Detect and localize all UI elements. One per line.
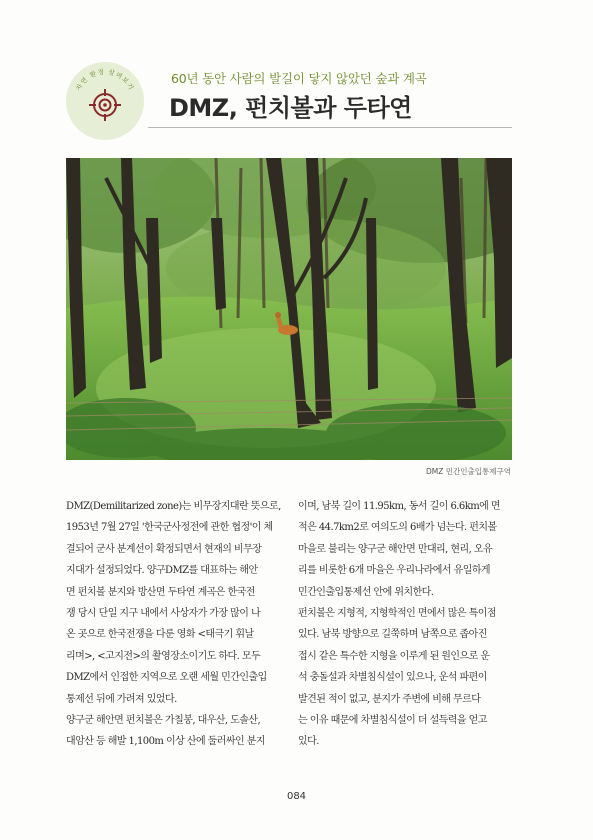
text-line: 적은 44.7km2로 여의도의 6배가 넘는다. 펀치볼	[298, 522, 497, 534]
text-line: 접시 같은 특수한 지형을 이루게 된 원인으로 운	[298, 650, 490, 662]
page-subtitle: 60년 동안 사람의 발길이 닿지 않았던 숲과 계곡	[171, 71, 427, 86]
text-line: 마을로 불리는 양구군 해안면 만대리, 현리, 오유	[298, 543, 493, 555]
svg-text:자연 환경 살펴보기	[74, 67, 137, 92]
text-line: 리며>, <고지전>의 촬영장소이기도 하다. 모두	[66, 650, 261, 662]
text-line: 쟁 당시 단일 지구 내에서 사상자가 가장 많이 나	[66, 608, 261, 620]
text-line: 결되어 군사 분계선이 확정되면서 현재의 비무장	[66, 543, 262, 555]
text-line: 펀치볼은 지형적, 지형학적인 면에서 많은 특이점	[298, 608, 496, 620]
text-line: 있다.	[298, 736, 319, 748]
page-number: 084	[286, 791, 307, 802]
body-column-left	[66, 496, 281, 753]
text-line: DMZ(Demilitarized zone)는 비무장지대란 뜻으로,	[66, 501, 281, 512]
text-line: 지대가 설정되었다. 양구DMZ를 대표하는 해안	[66, 565, 258, 577]
forest-photo	[66, 158, 512, 460]
page-header	[66, 62, 512, 128]
text-line: 면 펀치볼 분지와 방산면 두타연 계곡은 한국전	[66, 586, 255, 598]
text-line: 있다. 남북 방향으로 길쭉하며 남쪽으로 좁아진	[298, 629, 487, 641]
badge-label: 자연 환경 살펴보기	[74, 67, 136, 93]
text-line: DMZ에서 인접한 지역으로 오랜 세월 민간인출입	[66, 672, 267, 684]
text-line: 대암산 등 해발 1,100m 이상 산에 둘러싸인 분지	[66, 736, 265, 748]
text-line: 통제선 뒤에 가려져 있었다.	[66, 693, 177, 705]
target-icon	[66, 62, 144, 140]
header-divider	[148, 127, 512, 128]
text-line: 민간인출입통제선 안에 위치한다.	[298, 586, 434, 598]
section-badge	[66, 62, 144, 140]
text-line: 는 이유 때문에 차별침식설이 더 설득력을 얻고	[298, 715, 487, 727]
text-line: 발견된 적이 없고, 분지가 주변에 비해 무르다	[298, 693, 481, 705]
text-line: 1953년 7월 27일 '한국군사정전에 관한 협정'이 체	[66, 522, 273, 534]
page-title: DMZ, 펀치볼과 두타연	[169, 94, 412, 122]
text-line: 석 충돌설과 차별침식설이 있으나, 운석 파편이	[298, 672, 487, 684]
text-line: 이며, 남북 길이 11.95km, 동서 길이 6.6km에 면	[298, 501, 500, 512]
photo-caption: DMZ 민간인출입통제구역	[426, 467, 511, 476]
text-line: 양구군 해안면 펀치볼은 가칠봉, 대우산, 도솔산,	[66, 715, 261, 727]
text-line: 온 곳으로 한국전쟁을 다룬 영화 <태극기 휘날	[66, 629, 254, 641]
text-line: 리를 비롯한 6개 마을은 우리나라에서 유일하게	[298, 565, 491, 577]
body-column-right	[298, 496, 512, 753]
